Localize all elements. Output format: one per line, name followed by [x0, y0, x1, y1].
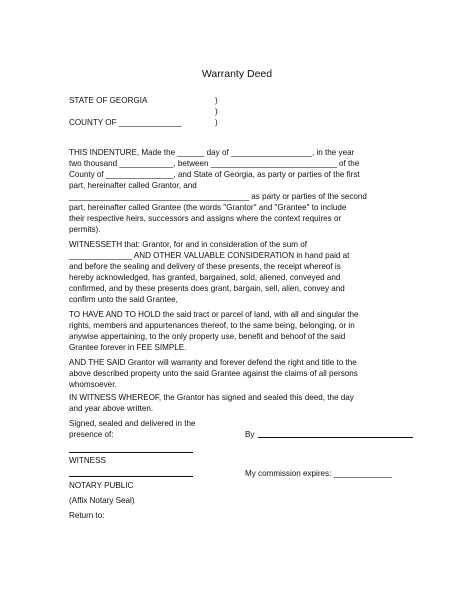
witnesseth-line-3: and before the sealing and delivery of these presents, the receipt whereof is: [69, 262, 341, 271]
paren-1: ): [215, 96, 218, 105]
witnesseth-line-2: ______________ AND OTHER VALUABLE CONSIDERATION in hand paid at: [69, 251, 350, 260]
witnesseth-line-6: confirm unto the said Grantee,: [69, 295, 178, 304]
grantee-line-1: ________________________________________ as party or parties of the second: [69, 192, 367, 201]
witness-signature-line: [69, 452, 193, 453]
witnesseth-line-1: WITNESSETH that: Grantor, for and in consideration of the sum of: [69, 240, 307, 249]
witness-label: WITNESS: [69, 456, 106, 465]
notary-signature-line: [69, 476, 193, 477]
warranty-line-1: AND THE SAID Grantor will warranty and forever defend the right and title to the: [69, 358, 357, 367]
warranty-line-2: above described property unto the said Grantee against the claims of all persons: [69, 369, 358, 378]
witnesseth-line-4: hereby acknowledged, has granted, bargained, sold, aliened, conveyed and: [69, 273, 341, 282]
by-label: By: [245, 430, 255, 439]
indenture-line-3: County of _______________, and State of Georgia, as party or parties of the first: [69, 170, 360, 179]
paren-2: ): [215, 107, 218, 116]
grantee-line-4: permits).: [69, 225, 101, 234]
state-line: STATE OF GEORGIA: [69, 96, 148, 105]
signed-line-2: presence of:: [69, 430, 114, 439]
grantee-line-2: part, hereinafter called Grantee (the words "Grantor" and "Grantee" to include: [69, 203, 347, 212]
grantor-signature-line: [258, 437, 413, 438]
grantee-line-3: their respective heirs, successors and assigns where the context requires or: [69, 214, 342, 223]
witness-whereof-line-1: IN WITNESS WHEREOF, the Grantor has signed and sealed this deed, the day: [69, 393, 354, 402]
indenture-line-2: two thousand ____________, between ____________________________ of the: [69, 159, 360, 168]
warranty-line-3: whomsoever.: [69, 380, 117, 389]
commission-expires-label: My commission expires: _____________: [245, 469, 393, 478]
paren-3: ): [215, 118, 218, 127]
return-to-label: Return to:: [69, 511, 105, 520]
habendum-line-3: anywise appertaining, to the only property use, benefit and behoof of the said: [69, 332, 346, 341]
habendum-line-1: TO HAVE AND TO HOLD the said tract or parcel of land, with all and singular the: [69, 310, 359, 319]
notary-public-label: NOTARY PUBLIC: [69, 481, 134, 490]
affix-seal-label: (Affix Notary Seal): [69, 496, 135, 505]
witness-whereof-line-2: and year above written.: [69, 404, 154, 413]
indenture-line-4: part, hereinafter called Grantor, and: [69, 181, 197, 190]
habendum-line-4: Grantee forever in FEE SIMPLE.: [69, 343, 187, 352]
habendum-line-2: rights, members and appurtenances thereof, to the same being, belonging, or in: [69, 321, 355, 330]
county-line: COUNTY OF ______________: [69, 118, 182, 127]
document-title: Warranty Deed: [201, 68, 273, 80]
witnesseth-line-5: confirmed, and by these presents does grant, bargain, sell, alien, convey and: [69, 284, 345, 293]
signed-line-1: Signed, sealed and delivered in the: [69, 419, 196, 428]
indenture-line-1: THIS INDENTURE, Made the ______ day of __________________, in the year: [69, 148, 355, 157]
